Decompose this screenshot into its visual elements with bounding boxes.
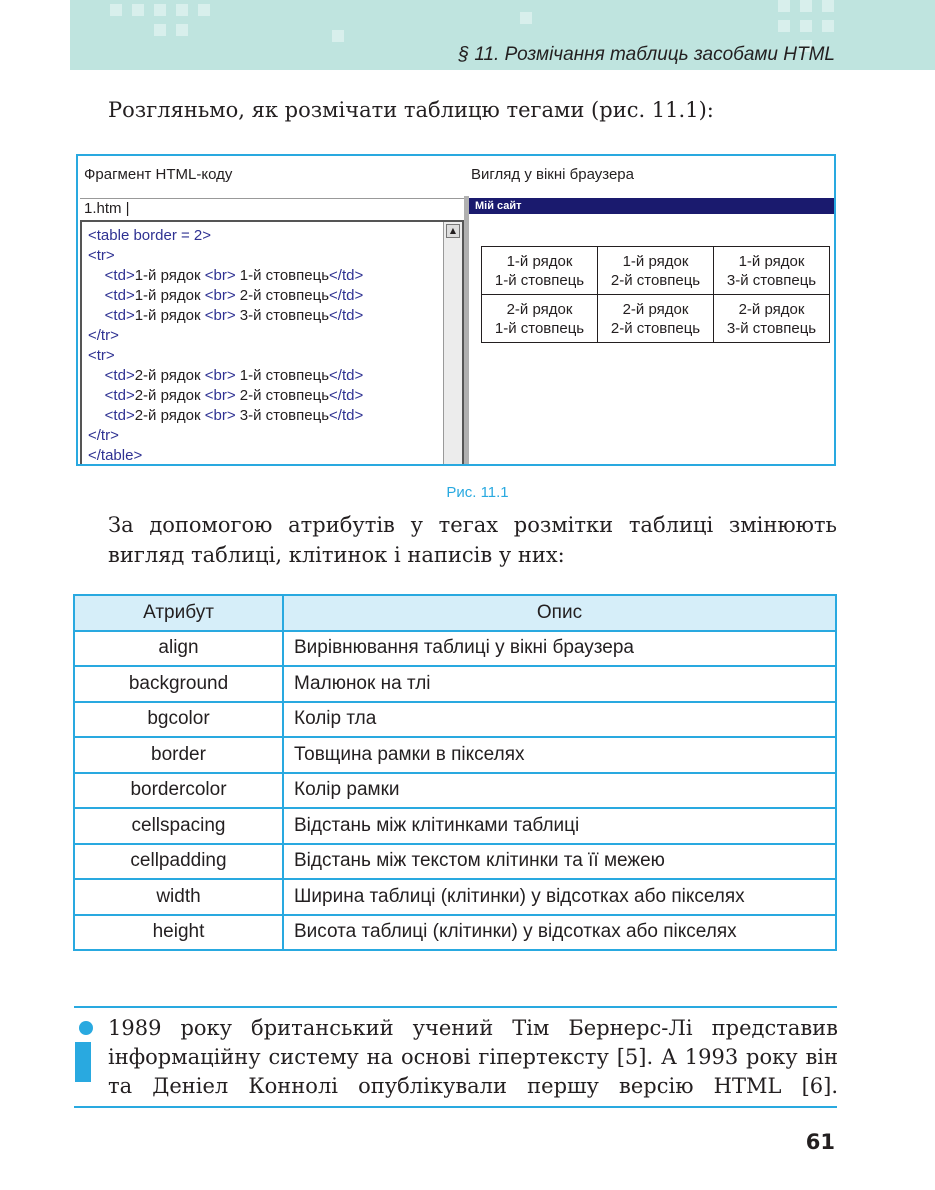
code-tag: </td> <box>329 407 364 424</box>
figure-11-1 <box>76 154 836 466</box>
decor-square <box>822 0 834 12</box>
table-row <box>74 702 836 738</box>
attribute-description: Товщина рамки в пікселях <box>283 737 836 773</box>
code-line <box>88 266 440 286</box>
code-line <box>88 306 440 326</box>
table-row <box>74 773 836 809</box>
code-text: 1-й рядок <box>134 267 205 284</box>
attribute-description: Малюнок на тлі <box>283 666 836 702</box>
attribute-name: width <box>74 879 283 915</box>
attribute-name: cellspacing <box>74 808 283 844</box>
demo-cell-line: 1-й стовпець <box>494 320 585 337</box>
demo-row <box>482 247 830 295</box>
code-text: 1-й стовпець <box>235 267 330 284</box>
decor-square <box>176 4 188 16</box>
demo-cell <box>714 295 830 343</box>
info-icon-bar <box>75 1042 91 1082</box>
code-tag: <table border = 2> <box>88 227 212 244</box>
code-indent <box>88 287 105 304</box>
code-tag: <td> <box>104 307 135 324</box>
code-tag: </td> <box>329 287 364 304</box>
table-row <box>74 666 836 702</box>
code-indent <box>88 407 105 424</box>
code-tag: </tr> <box>88 427 119 444</box>
code-line <box>88 446 440 466</box>
code-tag: </table> <box>88 447 143 464</box>
code-text: 1-й стовпець <box>235 367 330 384</box>
section-title: § 11. Розмічання таблиць засобами HTML <box>458 44 835 65</box>
decor-square <box>778 0 790 12</box>
demo-row <box>482 295 830 343</box>
demo-cell-line: 2-й стовпець <box>610 320 701 337</box>
decor-square <box>822 20 834 32</box>
demo-cell-line: 3-й стовпець <box>726 320 817 337</box>
demo-cell-line: 3-й стовпець <box>726 272 817 289</box>
table-row <box>74 631 836 667</box>
decor-square <box>110 4 122 16</box>
browser-title-bar: Мій сайт <box>469 198 834 214</box>
demo-cell-line: 2-й стовпець <box>610 272 701 289</box>
code-tag: <td> <box>104 387 135 404</box>
attribute-name: bgcolor <box>74 702 283 738</box>
demo-cell-line: 1-й рядок <box>622 253 689 270</box>
editor-scrollbar[interactable] <box>443 222 462 464</box>
decor-square <box>332 30 344 42</box>
decor-square <box>154 4 166 16</box>
code-text: 1-й рядок <box>134 307 205 324</box>
decor-square <box>520 12 532 24</box>
code-tag: </tr> <box>88 327 119 344</box>
code-text: 2-й стовпець <box>235 287 330 304</box>
code-text: 1-й рядок <box>134 287 205 304</box>
paragraph-text: За допомогою атрибутів у тегах розмітки таблиці змінюють вигляд таблиці, клітинок і написів у них: <box>108 513 837 567</box>
code-text: 2-й рядок <box>134 367 205 384</box>
demo-cell-line: 2-й рядок <box>506 301 573 318</box>
browser-viewport <box>469 214 834 464</box>
code-editor[interactable] <box>80 220 464 464</box>
body-paragraph <box>74 510 837 570</box>
code-tag: <br> <box>204 307 236 324</box>
code-indent <box>88 367 105 384</box>
code-indent <box>88 307 105 324</box>
decor-square <box>154 24 166 36</box>
editor-file-tab[interactable]: 1.htm | <box>80 198 464 218</box>
intro-text: Розгляньмо, як розмічати таблицю тегами (рис. 11.1): <box>108 98 714 122</box>
demo-cell-line: 1-й стовпець <box>494 272 585 289</box>
rendered-demo-table <box>481 246 830 343</box>
code-tag: <tr> <box>88 247 115 264</box>
decor-square <box>800 0 812 12</box>
code-tag: </td> <box>329 267 364 284</box>
code-line <box>88 286 440 306</box>
demo-cell <box>482 247 598 295</box>
attribute-name: height <box>74 915 283 951</box>
browser-view-label: Вигляд у вікні браузера <box>471 166 634 183</box>
code-fragment-label: Фрагмент HTML-коду <box>84 166 233 183</box>
code-line <box>88 406 440 426</box>
code-line <box>88 386 440 406</box>
attribute-name: border <box>74 737 283 773</box>
decor-square <box>800 20 812 32</box>
demo-cell <box>482 295 598 343</box>
code-area[interactable] <box>88 226 440 466</box>
code-indent <box>88 267 105 284</box>
code-text: 2-й рядок <box>134 387 205 404</box>
code-line <box>88 226 440 246</box>
header-description: Опис <box>283 595 836 631</box>
table-row <box>74 915 836 951</box>
code-line <box>88 326 440 346</box>
demo-cell <box>714 247 830 295</box>
attribute-description: Колір тла <box>283 702 836 738</box>
demo-cell-line: 1-й рядок <box>738 253 805 270</box>
demo-cell-line: 1-й рядок <box>506 253 573 270</box>
table-row <box>74 844 836 880</box>
info-bottom-rule <box>74 1106 837 1108</box>
table-header-row <box>74 595 836 631</box>
code-line <box>88 426 440 446</box>
code-tag: <td> <box>104 267 135 284</box>
code-line <box>88 366 440 386</box>
attribute-name: background <box>74 666 283 702</box>
demo-cell <box>598 247 714 295</box>
attribute-description: Відстань між текстом клітинки та її межею <box>283 844 836 880</box>
info-top-rule <box>74 1006 837 1008</box>
figure-caption: Рис. 11.1 <box>446 484 509 501</box>
code-tag: <br> <box>204 407 236 424</box>
code-tag: <td> <box>104 407 135 424</box>
code-text: 2-й рядок <box>134 407 205 424</box>
table-row <box>74 737 836 773</box>
code-text: 3-й стовпець <box>235 307 330 324</box>
attribute-name: align <box>74 631 283 667</box>
code-tag: </td> <box>329 307 364 324</box>
demo-cell-line: 2-й рядок <box>622 301 689 318</box>
code-tag: <br> <box>204 387 236 404</box>
decor-square <box>132 4 144 16</box>
code-tag: <td> <box>104 287 135 304</box>
attribute-description: Відстань між клітинками таблиці <box>283 808 836 844</box>
code-line <box>88 346 440 366</box>
decor-square <box>198 4 210 16</box>
code-tag: <br> <box>204 267 236 284</box>
attribute-description: Висота таблиці (клітинки) у відсотках або пікселях <box>283 915 836 951</box>
attribute-name: bordercolor <box>74 773 283 809</box>
code-indent <box>88 387 105 404</box>
attribute-name: cellpadding <box>74 844 283 880</box>
decor-square <box>176 24 188 36</box>
info-icon <box>79 1021 93 1035</box>
code-tag: <br> <box>204 367 236 384</box>
page-number: 61 <box>805 1130 835 1154</box>
code-tag: <td> <box>104 367 135 384</box>
header-attribute: Атрибут <box>74 595 283 631</box>
attribute-description: Колір рамки <box>283 773 836 809</box>
attribute-description: Вирівнювання таблиці у вікні браузера <box>283 631 836 667</box>
attributes-table <box>73 594 837 951</box>
info-note-text: 1989 року британський учений Тім Бернерс-Лі представив інформаційну систему на основі гіпертексту [5]. А 1993 року він та Деніел Коннолі опублікували першу версію HTML [6]. <box>108 1016 838 1098</box>
demo-cell-line: 2-й рядок <box>738 301 805 318</box>
decor-square <box>778 20 790 32</box>
code-tag: </td> <box>329 367 364 384</box>
code-tag: <br> <box>204 287 236 304</box>
code-text: 3-й стовпець <box>235 407 330 424</box>
table-row <box>74 879 836 915</box>
table-row <box>74 808 836 844</box>
attribute-description: Ширина таблиці (клітинки) у відсотках або пікселях <box>283 879 836 915</box>
scroll-up-icon[interactable]: ▲ <box>446 224 460 238</box>
code-text: 2-й стовпець <box>235 387 330 404</box>
code-tag: <tr> <box>88 347 115 364</box>
code-line <box>88 246 440 266</box>
code-tag: </td> <box>329 387 364 404</box>
demo-cell <box>598 295 714 343</box>
